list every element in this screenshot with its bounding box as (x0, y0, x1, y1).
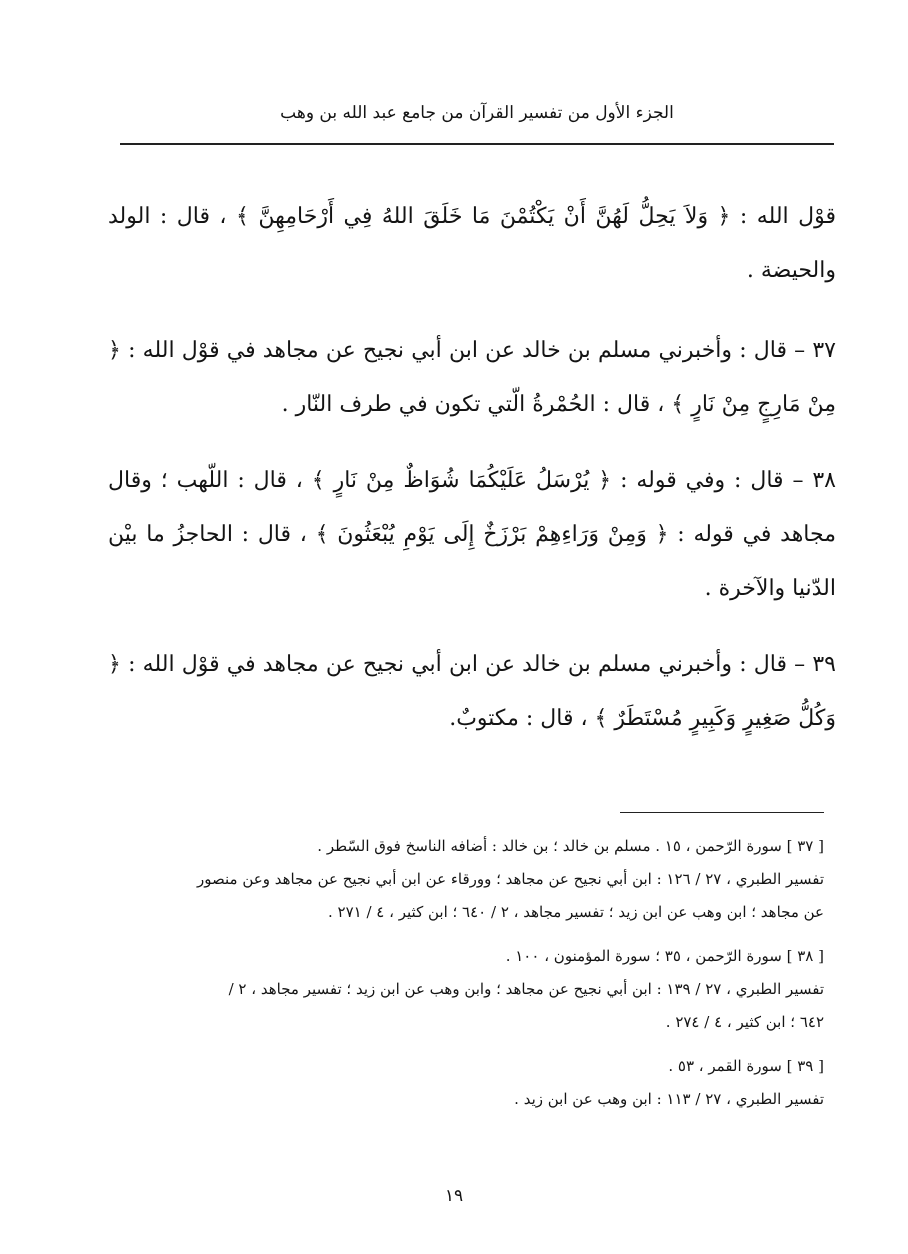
footnote-37 (108, 830, 824, 929)
footnote-line: تفسير الطبري ، ٢٧ / ١١٣ : ابن وهب عن ابن زيد . (514, 1090, 824, 1108)
footnote-separator (620, 812, 824, 813)
header-rule (120, 143, 834, 145)
footnotes (108, 830, 824, 1127)
paragraph-39: ٣٩ – قال : وأخبرني مسلم بن خالد عن ابن أبي نجيح عن مجاهد في قوْل الله : ﴿ وَكُلُّ صَغِيرٍ وَكَبِيرٍ مُسْتَطَرٌ ﴾ ، قال : مكتوبٌ. (108, 652, 836, 731)
footnote-line: [ ٣٧ ] سورة الرّحمن ، ١٥ . مسلم بن خالد ؛ بن خالد : أضافه الناسخ فوق السّطر . (317, 837, 824, 855)
footnote-line: ٦٤٢ ؛ ابن كثير ، ٤ / ٢٧٤ . (665, 1013, 824, 1031)
paragraph-intro: قوْل الله : ﴿ وَلاَ يَحِلُّ لَهُنَّ أَنْ يَكْتُمْنَ مَا خَلَقَ اللهُ فِي أَرْحَامِهِنَّ ﴾ ، قال : الولد والحيضة . (108, 204, 836, 283)
main-text (108, 190, 836, 768)
paragraph-37: ٣٧ – قال : وأخبرني مسلم بن خالد عن ابن أبي نجيح عن مجاهد في قوْل الله : ﴿ مِنْ مَارِجٍ مِنْ نَارٍ ﴾ ، قال : الحُمْرةُ الّتي تكون في طرف النّار . (108, 338, 836, 417)
footnote-38 (108, 940, 824, 1039)
paragraph-38: ٣٨ – قال : وفي قوله : ﴿ يُرْسَلُ عَلَيْكُمَا شُوَاظٌ مِنْ نَارٍ ﴾ ، قال : اللّهب ؛ وقال مجاهد في قوله : ﴿ وَمِنْ وَرَاءِهِمْ بَرْزَخٌ إِلَى يَوْمِ يُبْعَثُونَ ﴾ ، قال : الحاجزُ ما بيْن الدّنيا والآخرة . (108, 468, 836, 601)
footnote-line: [ ٣٨ ] سورة الرّحمن ، ٣٥ ؛ سورة المؤمنون ، ١٠٠ . (505, 947, 824, 965)
footnote-line: [ ٣٩ ] سورة القمر ، ٥٣ . (668, 1057, 824, 1075)
footnote-39 (108, 1050, 824, 1116)
running-header: الجزء الأول من تفسير القرآن من جامع عبد الله بن وهب (280, 103, 674, 123)
footnote-line: عن مجاهد ؛ ابن وهب عن ابن زيد ؛ تفسير مجاهد ، ٢ / ٦٤٠ ؛ ابن كثير ، ٤ / ٢٧١ . (327, 903, 824, 921)
page-number: ١٩ (444, 1186, 464, 1206)
footnote-line: تفسير الطبري ، ٢٧ / ١٣٩ : ابن أبي نجيح عن مجاهد ؛ وابن وهب عن ابن زيد ؛ تفسير مجاهد ، ٢ / (228, 980, 824, 998)
footnote-line: تفسير الطبري ، ٢٧ / ١٢٦ : ابن أبي نجيح عن مجاهد ؛ وورقاء عن ابن أبي نجيح عن مجاهد وعن منصور (197, 870, 824, 888)
